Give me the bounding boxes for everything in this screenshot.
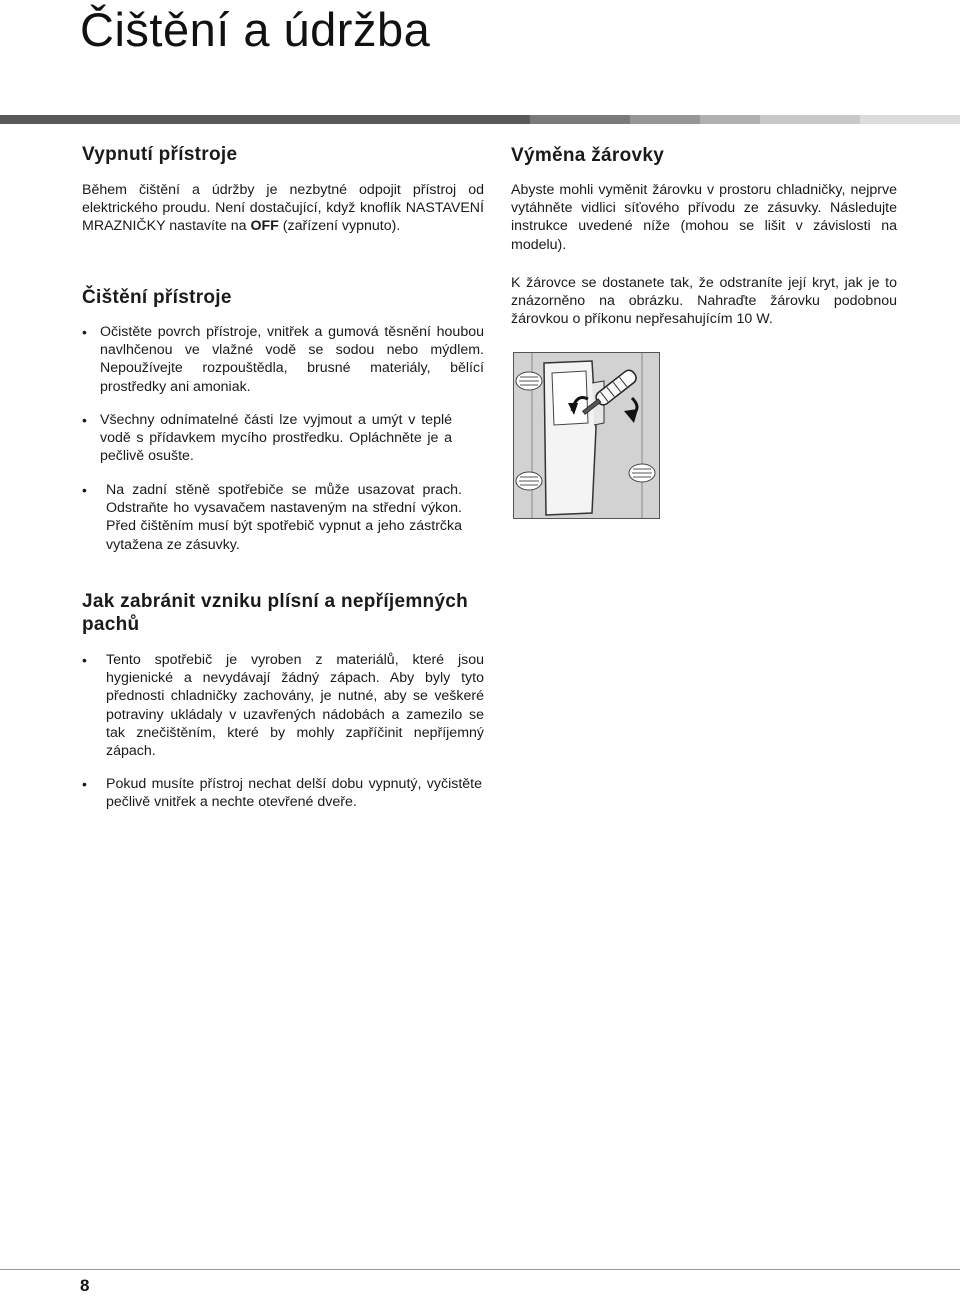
lamp-cover-illustration bbox=[513, 352, 660, 519]
list-item-text: Tento spotřebič je vyroben z materiálů, které jsou hygienické a nevydávají žádný zápach. Aby byly tyto přednosti chladničky zachovány, je nutné, aby se veškeré potraviny ukládaly v uzavřených nádobách a zamezilo se tak znečištěním, které by mohly zapříčinit nepříjemný zápach. bbox=[106, 652, 484, 760]
list-item-text: Všechny odnímatelné části lze vyjmout a umýt v teplé vodě s přídavkem mycího prostředku. Opláchněte je a pečlivě osušte. bbox=[100, 412, 452, 465]
bulb-paragraph-1: Abyste mohli vyměnit žárovku v prostoru chladničky, nejprve vytáhněte vidlici síťového přívodu ze zásuvky. Následujte instrukce uvedené níže (mohou se lišit v závislosti na modelu). bbox=[511, 182, 897, 253]
bullet-icon: • bbox=[82, 776, 87, 792]
list-item-text: Pokud musíte přístroj nechat delší dobu vypnutý, vyčistěte pečlivě vnitřek a nechte otevřené dveře. bbox=[106, 776, 482, 811]
title-decorative-bar bbox=[0, 115, 960, 124]
list-item bbox=[82, 481, 462, 554]
bar-segment bbox=[860, 115, 960, 124]
switch-off-paragraph bbox=[82, 181, 484, 236]
bullet-icon: • bbox=[82, 324, 87, 340]
list-item bbox=[82, 323, 484, 396]
section-heading-cleaning: Čištění přístroje bbox=[82, 287, 232, 308]
page-number: 8 bbox=[80, 1276, 90, 1295]
paragraph-text: Během čištění a údržby je nezbytné odpojit přístroj od elektrického proudu. Není dostačující, když knoflík NASTAVENÍ MRAZNIČKY nastavíte na bbox=[82, 182, 484, 235]
list-item-text: Očistěte povrch přístroje, vnitřek a gumová těsnění houbou navlhčenou ve vlažné vodě se sodou nebo mýdlem. Nepoužívejte rozpouštědla, brusné materiály, bělící prostředky ani amoniak. bbox=[100, 324, 484, 395]
list-item bbox=[82, 411, 452, 466]
off-label: OFF bbox=[250, 218, 279, 235]
screwdriver-icon bbox=[514, 353, 659, 518]
bar-segment bbox=[530, 115, 630, 124]
section-heading-odors: Jak zabránit vzniku plísní a nepříjemných pachů bbox=[82, 591, 469, 635]
bar-segment bbox=[760, 115, 860, 124]
bullet-icon: • bbox=[82, 482, 87, 498]
paragraph-text: (zařízení vypnuto). bbox=[278, 218, 401, 235]
list-item bbox=[82, 651, 484, 760]
bar-segment bbox=[630, 115, 700, 124]
footer-divider bbox=[0, 1269, 960, 1270]
bullet-icon: • bbox=[82, 412, 87, 428]
bullet-icon: • bbox=[82, 652, 87, 668]
bar-segment bbox=[700, 115, 760, 124]
page-title: Čištění a údržba bbox=[80, 3, 431, 56]
list-item-text: Na zadní stěně spotřebiče se může usazovat prach. Odstraňte ho vysavačem nastaveným na střední výkon. Před čištěním musí být spotřebič vypnut a jeho zástrčka vytažena ze zásuvky. bbox=[106, 482, 462, 553]
section-heading-bulb: Výměna žárovky bbox=[511, 145, 665, 166]
bulb-paragraph-2: K žárovce se dostanete tak, že odstraníte její kryt, jak je to znázorněno na obrázku. Nahraďte žárovku podobnou žárovkou o příkonu nepřesahujícím 10 W. bbox=[511, 275, 897, 328]
bar-segment bbox=[0, 115, 530, 124]
list-item bbox=[82, 775, 482, 811]
section-heading-switch-off: Vypnutí přístroje bbox=[82, 144, 238, 165]
